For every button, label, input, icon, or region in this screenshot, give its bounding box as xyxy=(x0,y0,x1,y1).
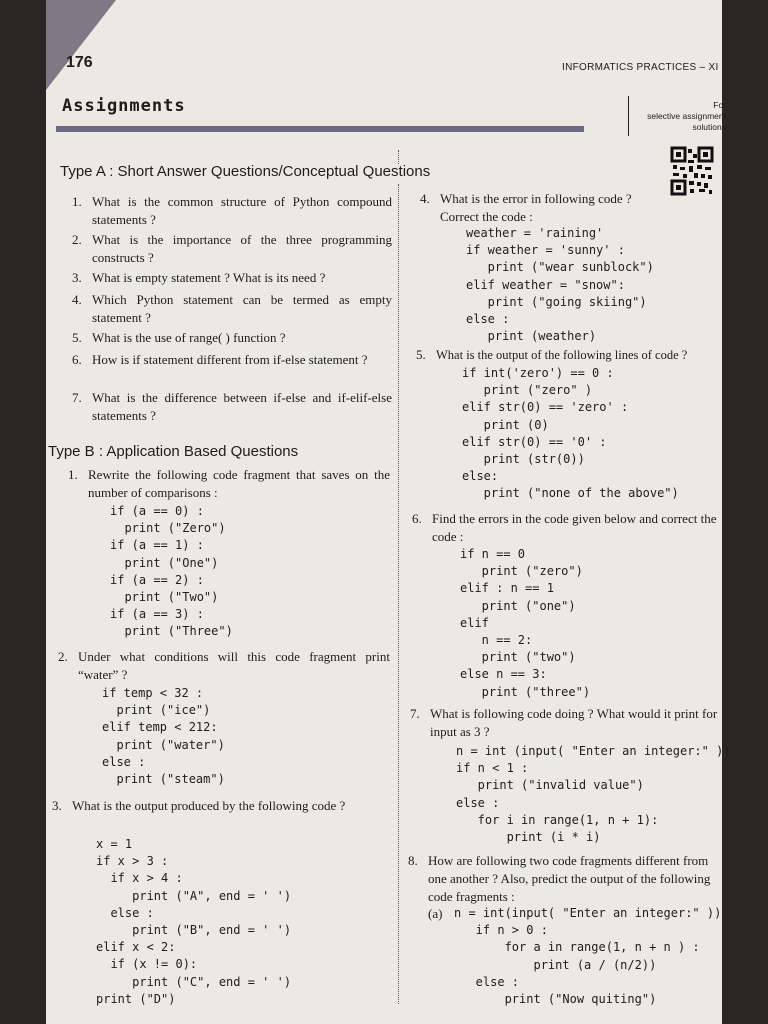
code-b1: if (a == 0) : print ("Zero") if (a == 1) : print ("One") if (a == 2) : print ("Two") if (a == 3) : print ("Three") xyxy=(110,504,233,639)
page-corner-shadow xyxy=(46,0,116,90)
qr-code-icon xyxy=(670,146,714,196)
code-r4: weather = 'raining' if weather = 'sunny' : print ("wear sunblock") elif weather = "snow": print ("going skiing") else : print (weather) xyxy=(466,226,654,344)
solutions-label: For selective assignment solutions xyxy=(647,100,726,132)
column-divider xyxy=(398,184,399,1004)
code-b2: if temp < 32 : print ("ice") elif temp < 212: print ("water") else : print ("steam") xyxy=(102,686,225,787)
page-number: 176 xyxy=(66,54,93,71)
running-head: INFORMATICS PRACTICES – XI xyxy=(562,62,719,73)
code-r6: if n == 0 print ("zero") elif : n == 1 print ("one") elif n == 2: print ("two") else n == 3: print ("three") xyxy=(460,547,591,699)
code-r7: n = int (input( "Enter an integer:" )) if n < 1 : print ("invalid value") else : for i in range(1, n + 1): print (i * i) xyxy=(456,744,731,845)
title-rule xyxy=(56,126,584,132)
column-mark xyxy=(398,150,400,164)
assignments-title: Assignments xyxy=(62,96,186,116)
code-r8: n = int(input( "Enter an integer:" )) if n > 0 : for a in range(1, n + n ) : print (a / (n/2)) else : print ("Now quiting") xyxy=(454,906,722,1007)
code-b3: x = 1 if x > 3 : if x > 4 : print ("A", end = ' ') else : print ("B", end = ' ') elif x < 2: if (x != 0): print ("C", end = ' ') print ("D") xyxy=(96,837,292,1006)
sub-label-a: (a) xyxy=(428,906,443,921)
section-type-b: Type B : Application Based Questions xyxy=(48,443,299,460)
code-r5: if int('zero') == 0 : print ("zero" ) elif str(0) == 'zero' : print (0) elif str(0) == '0' : print (str(0)) else: print ("none of the above") xyxy=(462,366,679,501)
section-type-a: Type A : Short Answer Questions/Conceptual Questions xyxy=(60,163,431,180)
